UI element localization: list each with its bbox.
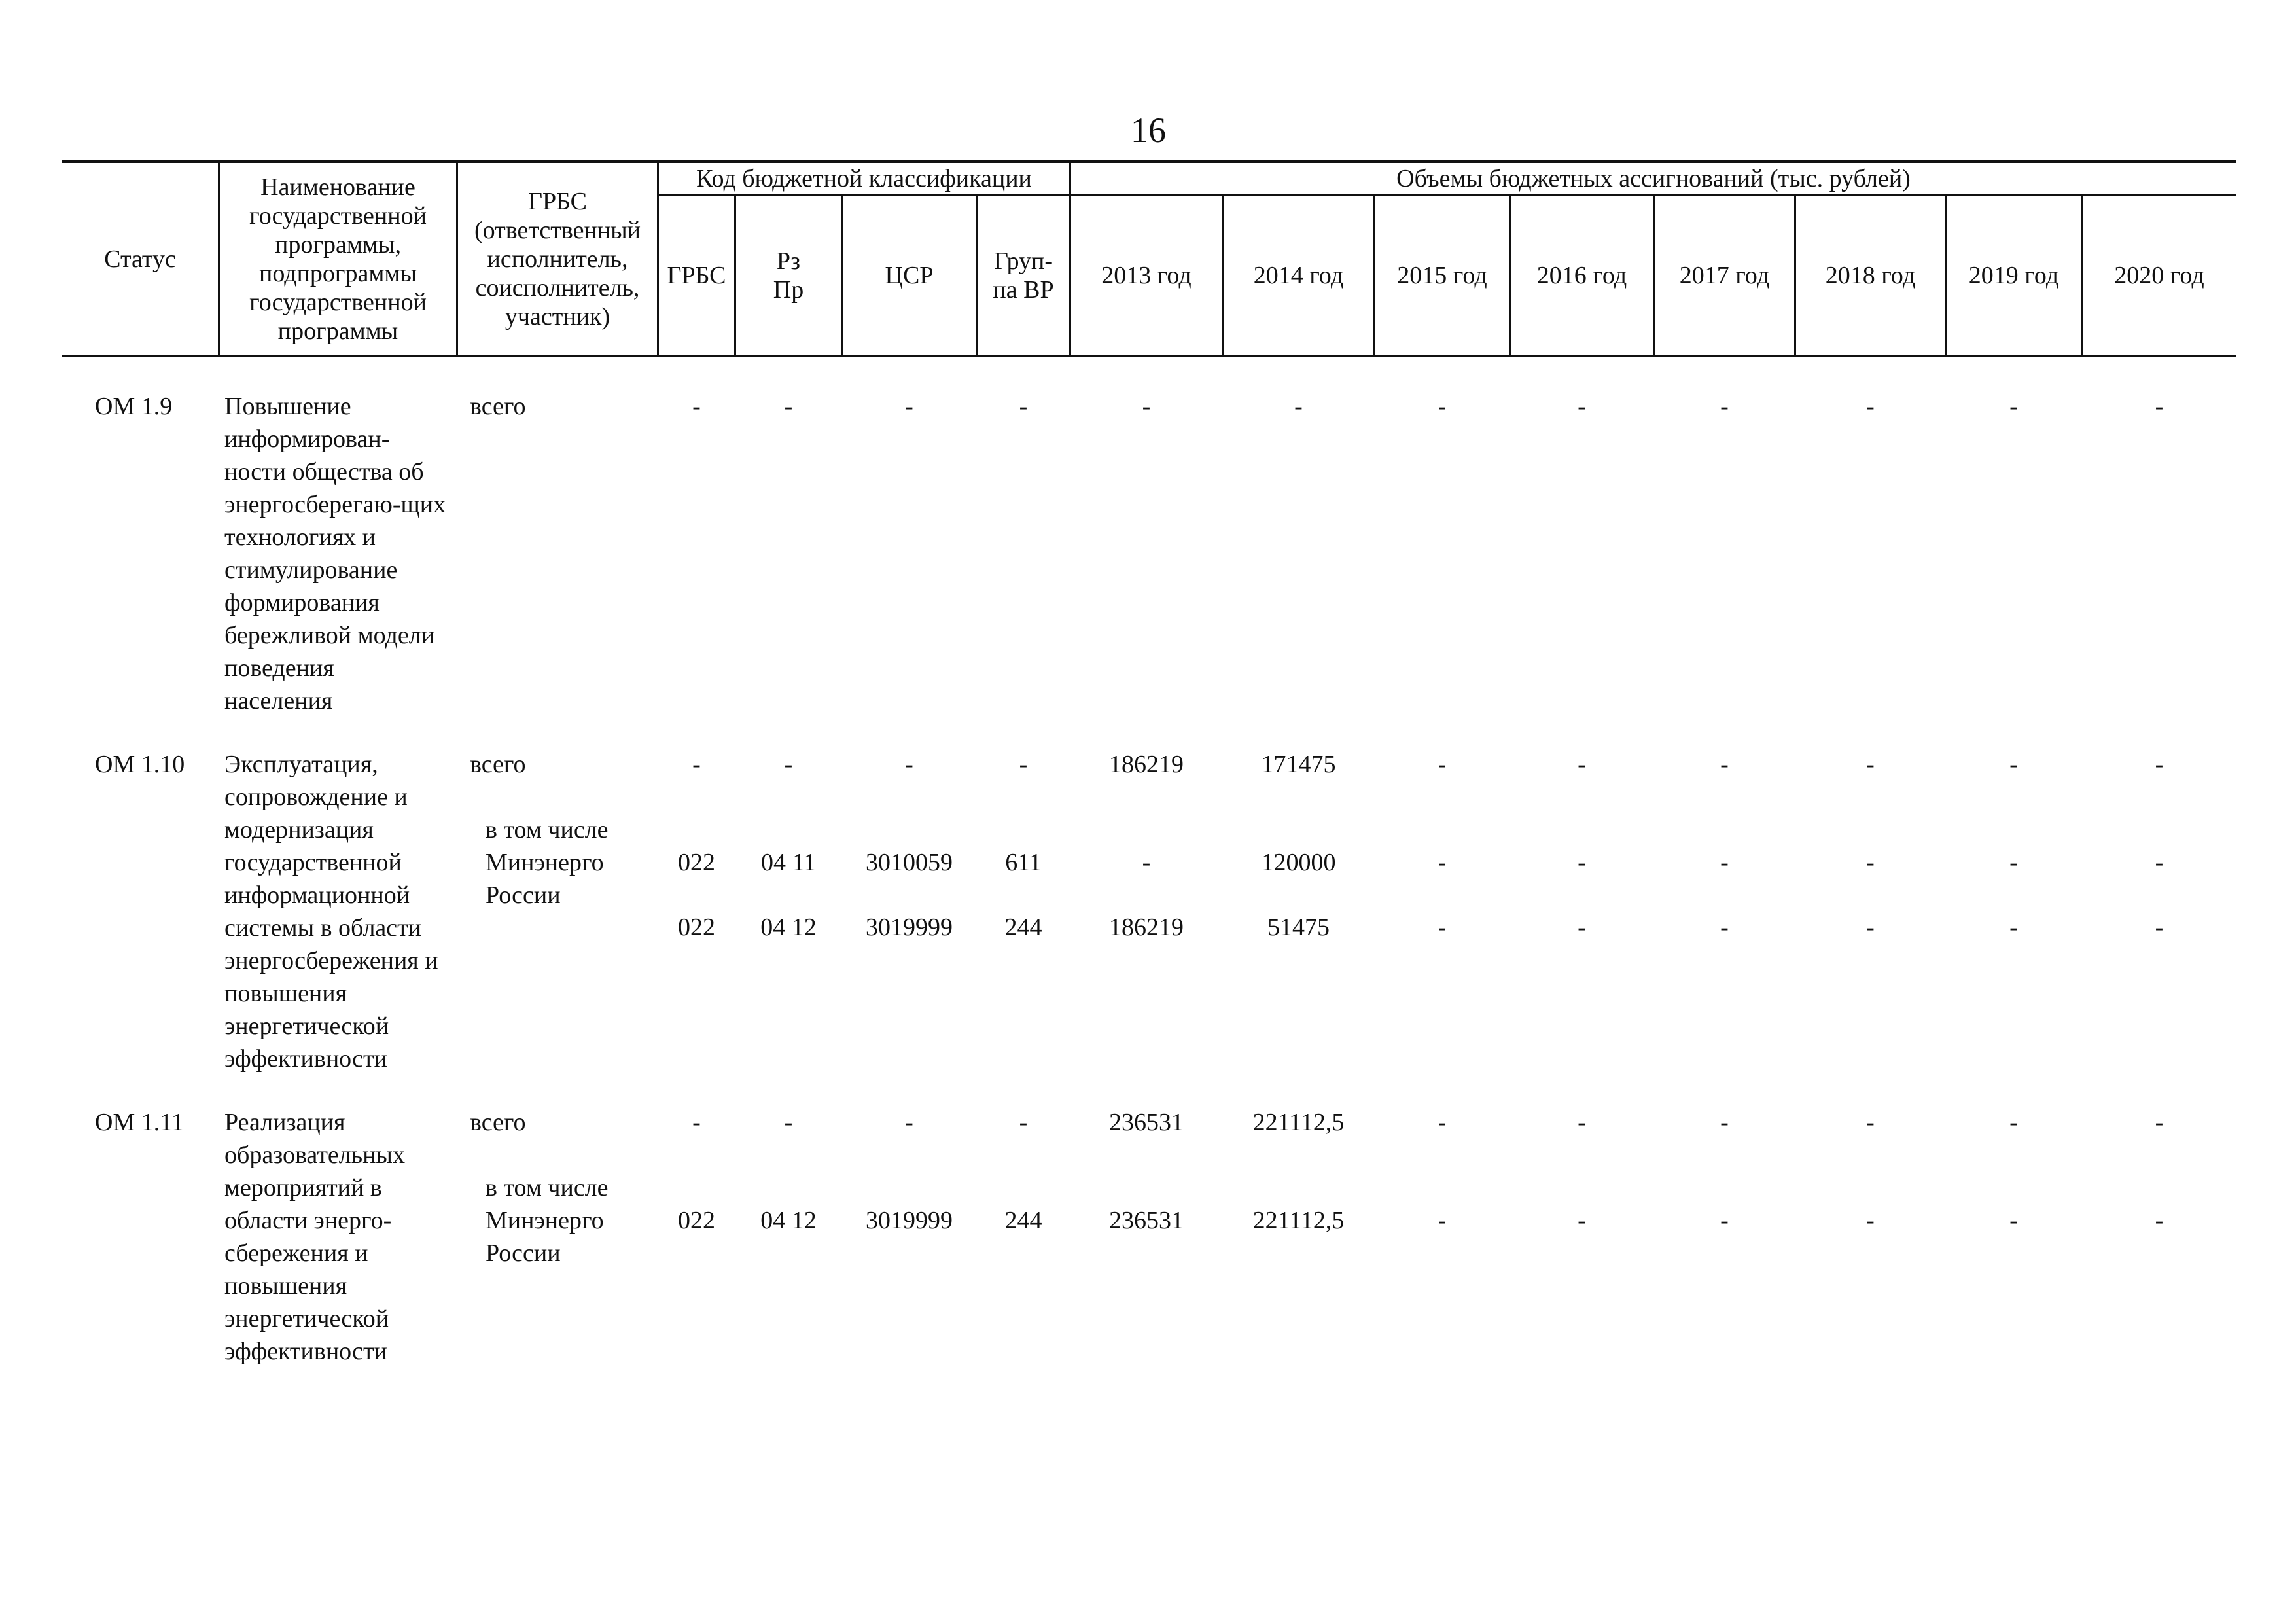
cell-value: - [1720, 393, 1729, 420]
cell-rz-pr: - [784, 1109, 793, 1136]
cell-value: - [2155, 1207, 2164, 1234]
cell-value: - [1866, 1109, 1875, 1136]
cell-grbs: 022 [678, 914, 715, 941]
row-name: Повышение информирован-ности общества об энергосберегаю-щих технологиях и стимулирование формирования бережливой модели поведения населения [224, 393, 446, 715]
cell-value: - [2009, 751, 2018, 778]
cell-csr: 3019999 [866, 1207, 953, 1234]
cell-value: - [2155, 914, 2164, 941]
row-label: всего [470, 393, 526, 420]
cell-value: 221112,5 [1252, 1109, 1345, 1136]
header-year: 2013 год [1101, 262, 1192, 289]
header-year: 2016 год [1536, 262, 1627, 289]
cell-rz-pr: 04 11 [760, 849, 817, 876]
row-status: ОМ 1.10 [95, 751, 185, 778]
cell-value: 221112,5 [1252, 1207, 1345, 1234]
header-grbs-responsible: ГРБС (ответственный исполнитель, соисполнитель, участник) [474, 187, 641, 330]
cell-group-vr: 244 [1004, 1207, 1042, 1234]
cell-value: - [2155, 393, 2164, 420]
cell-value: - [1720, 1207, 1729, 1234]
header-status: Статус [104, 245, 176, 273]
cell-grbs: 022 [678, 1207, 715, 1234]
cell-group-vr: 611 [1005, 849, 1042, 876]
cell-value: - [1866, 914, 1875, 941]
header-year: 2017 год [1679, 262, 1770, 289]
cell-value: - [1578, 914, 1586, 941]
cell-value: - [1438, 1109, 1447, 1136]
cell-value: - [1578, 1109, 1586, 1136]
cell-value: - [1720, 1109, 1729, 1136]
cell-value: 236531 [1109, 1207, 1184, 1234]
cell-value: - [1438, 914, 1447, 941]
cell-group-vr: 244 [1004, 914, 1042, 941]
row-label: в том числе Минэнерго России [486, 816, 609, 909]
cell-value: - [2155, 849, 2164, 876]
cell-value: - [1866, 393, 1875, 420]
cell-grbs: - [692, 1109, 701, 1136]
cell-value: - [1720, 914, 1729, 941]
page-number: 16 [1131, 111, 1166, 150]
cell-csr: - [905, 751, 913, 778]
row-label: всего [470, 751, 526, 778]
cell-value: - [1720, 849, 1729, 876]
cell-value: - [1438, 849, 1447, 876]
cell-value: 51475 [1267, 914, 1330, 941]
cell-grbs: - [692, 751, 701, 778]
cell-value: - [1866, 1207, 1875, 1234]
cell-value: - [1578, 393, 1586, 420]
row-status: ОМ 1.11 [95, 1109, 184, 1136]
header-grbs: ГРБС [667, 262, 726, 289]
cell-value: 171475 [1261, 751, 1336, 778]
cell-value: - [1142, 393, 1151, 420]
cell-csr: 3010059 [866, 849, 953, 876]
cell-value: - [2009, 1109, 2018, 1136]
cell-value: - [1578, 751, 1586, 778]
cell-grbs: 022 [678, 849, 715, 876]
header-year: 2015 год [1397, 262, 1487, 289]
cell-rz-pr: - [784, 393, 793, 420]
cell-value: - [1578, 1207, 1586, 1234]
cell-value: - [2155, 751, 2164, 778]
header-csr: ЦСР [885, 262, 934, 289]
cell-grbs: - [692, 393, 701, 420]
cell-value: - [1438, 1207, 1447, 1234]
cell-value: - [1438, 393, 1447, 420]
cell-csr: 3019999 [866, 914, 953, 941]
header-budget-code: Код бюджетной классификации [696, 165, 1032, 192]
cell-value: 186219 [1109, 914, 1184, 941]
cell-group-vr: - [1019, 1109, 1028, 1136]
cell-csr: - [905, 1109, 913, 1136]
cell-value: 186219 [1109, 751, 1184, 778]
header-rz-pr: Рз Пр [773, 247, 804, 304]
header-year: 2020 год [2114, 262, 2204, 289]
cell-value: - [1720, 751, 1729, 778]
cell-value: - [1294, 393, 1303, 420]
cell-value: - [1866, 751, 1875, 778]
row-label: всего [470, 1109, 526, 1136]
cell-value: - [2009, 393, 2018, 420]
cell-value: - [2009, 914, 2018, 941]
cell-rz-pr: 04 12 [760, 914, 817, 941]
header-volumes: Объемы бюджетных ассигнований (тыс. рублей) [1396, 165, 1911, 192]
row-label: в том числе Минэнерго России [486, 1174, 609, 1267]
cell-value: 236531 [1109, 1109, 1184, 1136]
cell-group-vr: - [1019, 393, 1028, 420]
header-year: 2014 год [1253, 262, 1344, 289]
header-year: 2019 год [1968, 262, 2059, 289]
header-group-vr: Груп-па ВР [993, 247, 1054, 304]
cell-rz-pr: 04 12 [760, 1207, 817, 1234]
cell-value: - [1866, 849, 1875, 876]
cell-value: - [2009, 1207, 2018, 1234]
cell-value: - [1142, 849, 1151, 876]
cell-csr: - [905, 393, 913, 420]
row-name: Реализация образовательных мероприятий в области энерго-сбережения и повышения энергетической эффективности [224, 1109, 405, 1365]
header-bottom-rule [62, 355, 2236, 357]
row-name: Эксплуатация, сопровождение и модернизация государственной информационной системы в области энергосбережения и повышения энергетической эффективности [224, 751, 438, 1073]
cell-value: - [2009, 849, 2018, 876]
row-status: ОМ 1.9 [95, 393, 173, 420]
cell-group-vr: - [1019, 751, 1028, 778]
header-name: Наименование государственной программы, подпрограммы государственной программы [249, 173, 427, 345]
cell-value: - [2155, 1109, 2164, 1136]
cell-value: 120000 [1261, 849, 1336, 876]
cell-rz-pr: - [784, 751, 793, 778]
cell-value: - [1438, 751, 1447, 778]
cell-value: - [1578, 849, 1586, 876]
header-year: 2018 год [1825, 262, 1916, 289]
